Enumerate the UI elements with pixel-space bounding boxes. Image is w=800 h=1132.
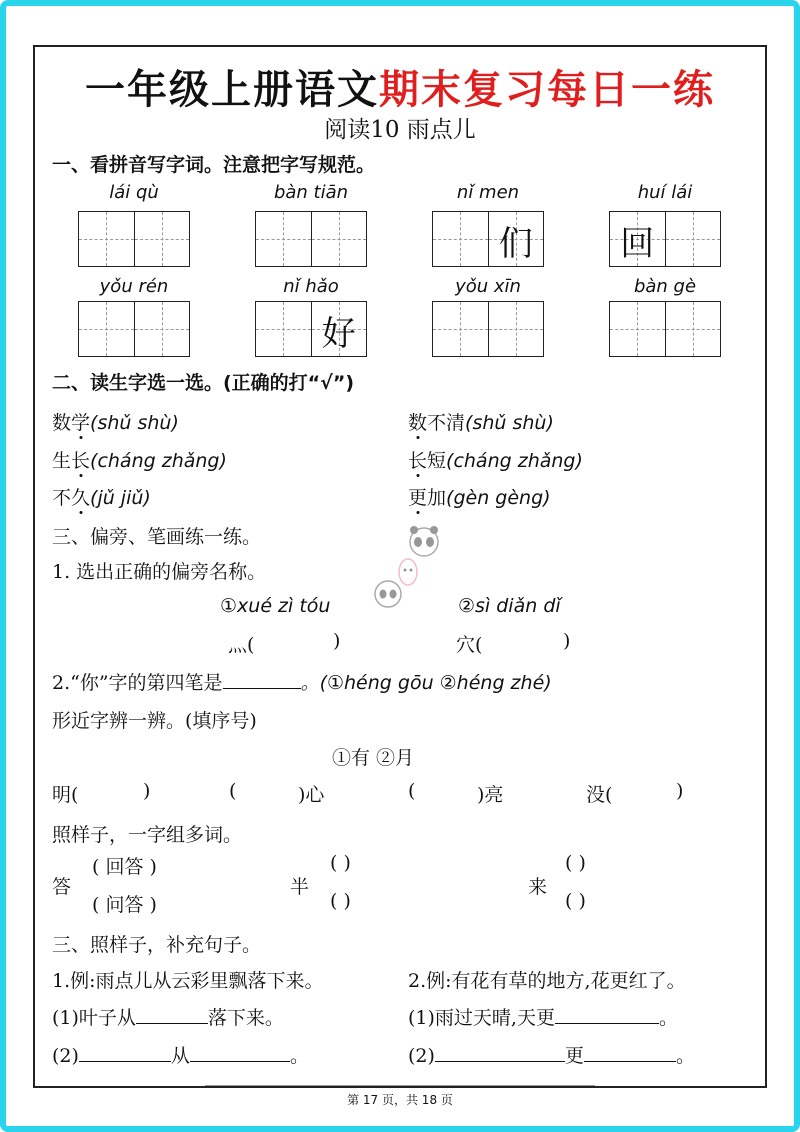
pinyin-label: yǒu xīn	[455, 276, 521, 297]
similar-char-token: 没(	[586, 784, 613, 806]
l1-blank[interactable]	[136, 1005, 208, 1024]
grid-char: 好	[321, 314, 356, 354]
word-char: 久	[71, 487, 91, 509]
similar-char-token[interactable]: )	[143, 780, 151, 802]
word-blank[interactable]: ( )	[565, 852, 586, 874]
similar-char-token: 明(	[52, 784, 79, 806]
writing-cell[interactable]	[134, 212, 190, 266]
similar-char-token[interactable]: (	[229, 780, 237, 802]
r1-b: 。	[658, 1007, 678, 1029]
section3-heading: 三、偏旁、笔画练一练。	[52, 526, 262, 548]
word-char: 长	[71, 450, 91, 472]
word-char: 不清	[427, 412, 466, 434]
word-char: 短	[427, 450, 447, 472]
writing-grid[interactable]	[78, 211, 190, 267]
grid-char: 们	[498, 224, 533, 264]
r2-a: (2)	[408, 1045, 435, 1067]
pinyin-options[interactable]: (gèn gèng)	[446, 487, 551, 509]
section2-heading: 二、读生字选一选。(正确的打“√”)	[52, 372, 355, 394]
writing-cell[interactable]	[311, 302, 367, 356]
word-char: 数	[408, 412, 428, 434]
left-word-choice	[52, 408, 179, 435]
pinyin-label: nǐ men	[456, 182, 520, 203]
section4-heading: 三、照样子，补充句子。	[52, 934, 262, 956]
footer-divider	[205, 1085, 595, 1086]
pinyin-options[interactable]: (cháng zhǎng)	[446, 450, 583, 472]
pinyin-label: bàn gè	[633, 276, 697, 297]
r2-blank-1[interactable]	[435, 1043, 565, 1062]
r1-a: (1)雨过天晴,天更	[408, 1007, 555, 1029]
pinyin-label: yǒu rén	[99, 276, 169, 297]
pinyin-options[interactable]: (shǔ shù)	[90, 412, 179, 434]
l2-a: (2)	[52, 1045, 79, 1067]
writing-cell[interactable]	[256, 212, 311, 266]
writing-cell[interactable]	[488, 212, 544, 266]
grid-char: 回	[620, 224, 655, 264]
similar-char-token[interactable]: )亮	[477, 784, 504, 806]
page-subtitle: 阅读10 雨点儿	[324, 117, 476, 143]
r1-blank[interactable]	[555, 1005, 659, 1024]
radical-1: 灬(	[228, 634, 255, 656]
q2-line	[52, 668, 552, 695]
writing-cell[interactable]	[665, 302, 721, 356]
title-black: 一年级上册语文	[85, 67, 379, 113]
writing-grid[interactable]	[432, 301, 544, 357]
pinyin-label: lái qù	[109, 182, 159, 203]
word-blank[interactable]: ( )	[330, 890, 351, 912]
word-char: 更	[408, 487, 428, 509]
writing-cell[interactable]	[256, 302, 311, 356]
left-word-choice	[52, 483, 151, 510]
writing-grid[interactable]	[609, 301, 721, 357]
right-word-choice	[408, 408, 554, 435]
pinyin-label: bàn tiān	[273, 182, 349, 203]
word-char: 数	[52, 412, 72, 434]
writing-grid[interactable]	[609, 211, 721, 267]
radical-option-1: ①xué zì tóu	[220, 595, 331, 617]
example-2: 2.例:有花有草的地方,花更红了。	[408, 970, 686, 992]
q3-text: 形近字辨一辨。(填序号)	[52, 710, 257, 732]
right-word-choice	[408, 446, 583, 473]
r2-blank-2[interactable]	[584, 1043, 676, 1062]
page-footer: 第 17 页，共 18 页	[347, 1093, 453, 1107]
example-word: ( 回答 )	[92, 856, 157, 878]
base-char: 来	[528, 876, 548, 898]
left-line-1	[52, 1003, 284, 1030]
radical-1-close[interactable]: )	[333, 630, 341, 652]
l2-blank-2[interactable]	[190, 1043, 290, 1062]
q2-suffix: 。(①héng gōu ②héng zhé)	[300, 672, 552, 694]
r2-c: 。	[675, 1045, 695, 1067]
writing-cell[interactable]	[665, 212, 721, 266]
l1-b: 落下来。	[207, 1007, 284, 1029]
pinyin-options[interactable]: (shǔ shù)	[465, 412, 554, 434]
left-line-2	[52, 1041, 309, 1068]
writing-grid[interactable]	[78, 301, 190, 357]
radical-2-close[interactable]: )	[563, 630, 571, 652]
similar-char-token[interactable]: )	[676, 780, 684, 802]
writing-grid[interactable]	[432, 211, 544, 267]
word-char: 学	[71, 412, 91, 434]
writing-cell[interactable]	[79, 212, 134, 266]
writing-cell[interactable]	[610, 302, 665, 356]
writing-cell[interactable]	[610, 212, 665, 266]
right-word-choice	[408, 483, 551, 510]
q4-text: 照样子，一字组多词。	[52, 824, 243, 846]
word-blank[interactable]: ( )	[330, 852, 351, 874]
section1-heading: 一、看拼音写字词。注意把字写规范。	[52, 154, 376, 176]
radical-2: 穴(	[456, 634, 483, 656]
similar-char-token[interactable]: )心	[298, 784, 325, 806]
pinyin-options[interactable]: (jǔ jiǔ)	[90, 487, 151, 509]
writing-cell[interactable]	[79, 302, 134, 356]
q3-options: ①有 ②月	[332, 747, 415, 769]
l2-b: 从	[170, 1045, 190, 1067]
writing-cell[interactable]	[488, 302, 544, 356]
writing-cell[interactable]	[311, 212, 367, 266]
panda-sticker-icon	[372, 520, 452, 610]
left-word-choice	[52, 446, 227, 473]
q2-prefix: 2.“你”字的第四笔是	[52, 672, 223, 694]
word-char: 生	[52, 450, 72, 472]
writing-cell[interactable]	[433, 212, 488, 266]
example-1: 1.例:雨点儿从云彩里飘落下来。	[52, 970, 324, 992]
base-char: 答	[52, 876, 72, 898]
right-line-2	[408, 1041, 695, 1068]
writing-cell[interactable]	[134, 302, 190, 356]
title-red: 期末复习每日一练	[379, 67, 715, 113]
word-blank[interactable]: ( )	[565, 890, 586, 912]
right-line-1	[408, 1003, 678, 1030]
q1-text: 1. 选出正确的偏旁名称。	[52, 561, 267, 583]
radical-option-2: ②sì diǎn dǐ	[458, 595, 561, 617]
example-word: ( 问答 )	[92, 894, 157, 916]
writing-grid[interactable]	[255, 211, 367, 267]
word-char: 不	[52, 487, 72, 509]
pinyin-label: nǐ hǎo	[283, 276, 339, 297]
l2-blank-1[interactable]	[79, 1043, 171, 1062]
l1-a: (1)叶子从	[52, 1007, 136, 1029]
writing-cell[interactable]	[433, 302, 488, 356]
writing-grid[interactable]	[255, 301, 367, 357]
l2-c: 。	[289, 1045, 309, 1067]
q2-blank[interactable]	[223, 670, 301, 689]
word-char: 长	[408, 450, 428, 472]
pinyin-options[interactable]: (cháng zhǎng)	[90, 450, 227, 472]
pinyin-label: huí lái	[637, 182, 693, 203]
word-char: 加	[427, 487, 447, 509]
base-char: 半	[290, 876, 310, 898]
similar-char-token[interactable]: (	[408, 780, 416, 802]
page-title	[0, 58, 800, 115]
r2-b: 更	[564, 1045, 584, 1067]
